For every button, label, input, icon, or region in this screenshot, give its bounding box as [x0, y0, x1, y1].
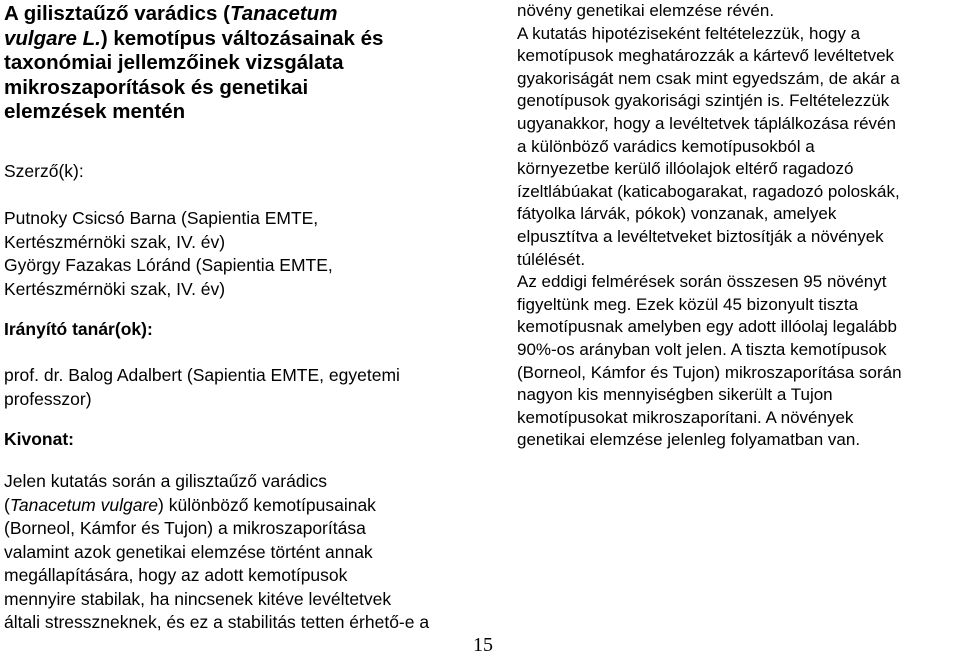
supervisor-heading: Irányító tanár(ok):: [4, 319, 153, 339]
author-line: György Fazakas Lóránd (Sapientia EMTE,: [4, 255, 333, 275]
author-line: Putnoky Csicsó Barna (Sapientia EMTE,: [4, 208, 319, 228]
abstract-line: ugyanakkor, hogy a levéltetvek táplálkozása révén: [517, 113, 896, 133]
abstract-line: (Borneol, Kámfor és Tujon) mikroszaporítása során: [517, 362, 902, 382]
abstract-line: környezetbe kerülő illóolajok eltérő ragadozó: [517, 159, 854, 179]
abstract-line: mennyire stabilak, ha nincsenek kitéve levéltetvek: [4, 588, 392, 609]
author-line: Kertészmérnöki szak, IV. év): [4, 278, 226, 299]
abstract-line: Jelen kutatás során a gilisztaűző varádics: [4, 471, 327, 491]
abstract-line: Az eddigi felmérések során összesen 95 növényt: [517, 272, 887, 292]
supervisor-line: professzor): [4, 388, 92, 409]
abstract-line: fátyolka lárvák, pókok) vonzanak, amelyek: [517, 204, 837, 224]
authors-list: [4, 207, 474, 301]
abstract-line: túlélését.: [517, 249, 586, 269]
abstract-line: kemotípusokat mikroszaporítani. A növények: [517, 407, 854, 427]
authors-heading: Szerző(k):: [4, 161, 84, 181]
abstract-line: genetikai elemzése jelenleg folyamatban van.: [517, 430, 861, 450]
abstract-line: kemotípusnak amelyben egy adott illóolaj legalább: [517, 317, 897, 337]
abstract-line: 90%-os arányban volt jelen. A tiszta kemotípusok: [517, 339, 887, 359]
abstract-line: kemotípusok meghatározzák a kártevő levéltetvek: [517, 46, 895, 66]
abstract-line: valamint azok genetikai elemzése történt annak: [4, 541, 373, 562]
abstract-line: A kutatás hipotéziseként feltételezzük, hogy a: [517, 23, 861, 43]
abstract-line: (Tanacetum vulgare) különböző kemotípusainak: [4, 494, 376, 515]
author-line: Kertészmérnöki szak, IV. év): [4, 231, 226, 252]
abstract-line: elpusztítva a levéltetveket biztosítják a növények: [517, 226, 884, 246]
abstract-line: ízeltlábúakat (katicabogarakat, ragadozó poloskák,: [517, 181, 900, 201]
abstract-line: figyeltünk meg. Ezek közül 45 bizonyult tiszta: [517, 294, 859, 314]
abstract-line: nagyon kis mennyiségben sikerült a Tujon: [517, 385, 833, 405]
abstract-line: növény genetikai elemzése révén.: [517, 1, 775, 20]
page-number: 15: [473, 634, 493, 656]
paper-title: A gilisztaűző varádics (Tanacetum vulgare L.) kemotípus változásainak és taxonómiai jellemzőinek vizsgálata mikroszaporítások és genetikai elemzések mentén: [4, 2, 384, 123]
supervisor-line: prof. dr. Balog Adalbert (Sapientia EMTE, egyetemi: [4, 365, 400, 385]
abstract-left-text: [4, 470, 474, 635]
abstract-line: megállapítására, hogy az adott kemotípusok: [4, 565, 348, 585]
abstract-line: genotípusok gyakorisági szintjén is. Feltételezzük: [517, 91, 890, 111]
supervisor-list: [4, 364, 474, 411]
abstract-line: a különböző varádics kemotípusokból a: [517, 136, 815, 156]
abstract-line: gyakoriságát nem csak mint egyedszám, de akár a: [517, 68, 900, 88]
abstract-heading: Kivonat:: [4, 429, 74, 449]
abstract-line: általi stresszneknek, és ez a stabilitás tetten érhető-e a: [4, 612, 430, 632]
abstract-line: (Borneol, Kámfor és Tujon) a mikroszaporítása: [4, 518, 366, 538]
abstract-right-text: [517, 0, 957, 452]
